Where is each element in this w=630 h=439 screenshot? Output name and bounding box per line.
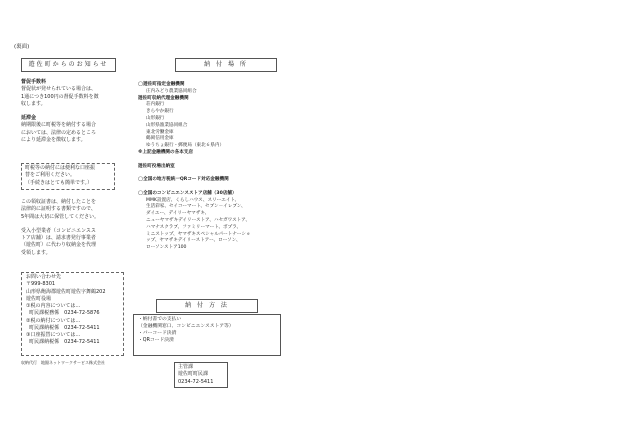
- places-item: ダイエー、デイリーヤマザキ、: [146, 211, 210, 217]
- places-item: 遊佐町収納代理金融機関: [138, 95, 189, 101]
- places-item: ◯全国のコンビニエンスストア店舗（30店舗）: [138, 190, 237, 196]
- places-item: 山形県漁業協同組合: [146, 122, 188, 128]
- places-item: ◯遊佐町指定金融機関: [138, 82, 185, 87]
- contact-line: ②税の納付については…: [26, 317, 81, 324]
- payment-places-list: [138, 82, 303, 252]
- office-line: 主管課: [178, 364, 194, 370]
- contact-title: お問い合わせ先: [26, 274, 62, 280]
- places-item: ミニストップ、ヤマザキスペシャルパートナーショ: [146, 231, 251, 237]
- method-item: ・納付書での支払い: [138, 317, 182, 322]
- fee-line: 1通につき100円の督促手数料を徴: [21, 93, 99, 100]
- places-item: ップ、ヤマザキデイリーストアー、ローソン、: [146, 238, 241, 244]
- fee-title: 督促手数料: [21, 79, 47, 85]
- agent-line: 受入小型業者（コンビニエンスス: [21, 227, 96, 234]
- payment-places-header: 納 付 場 所: [175, 58, 277, 72]
- transfer-notice-box: [21, 163, 115, 190]
- method-item: ・QRコード決済: [138, 337, 174, 343]
- places-item: ハマナスクラブ、ファミリーマート、ポプラ、: [146, 224, 242, 230]
- retain-line: 5年間は大切に保管してください。: [21, 213, 100, 220]
- places-item: ※上記金融機関の各本支店: [138, 149, 193, 155]
- places-item: 遊佐町役場出納室: [138, 163, 175, 169]
- collection-agent-note: 収納代行 地銀ネットワークサービス株式会社: [21, 360, 105, 365]
- places-item: 鶴岡信用金庫: [146, 136, 174, 142]
- contact-line: 遊佐町役場: [26, 295, 52, 302]
- places-item: 東北労働金庫: [146, 129, 174, 135]
- places-item: きらやか銀行: [146, 109, 174, 115]
- notice-header: 遊佐町からのお知らせ: [21, 58, 116, 72]
- places-spacer: [138, 184, 303, 191]
- method-item: （金融機関窓口、コンビニエンスストア等）: [138, 323, 234, 329]
- office-phone: 0234-72-5411: [178, 378, 214, 385]
- contact-line: ①税の内容については…: [26, 303, 81, 309]
- fee-section: [21, 79, 124, 144]
- transfer-notice-line: 替をご利用ください。: [25, 172, 76, 179]
- retain-notice: [21, 199, 125, 257]
- places-item: ゆうちょ銀行・郵便局（東北６県内）: [146, 143, 225, 149]
- office-line: 遊佐町町民課: [178, 371, 209, 378]
- places-item: ◯全国の地方税統一QRコード対応金融機関: [138, 177, 229, 183]
- places-item: ローソンストア100: [146, 245, 187, 251]
- late-line: においては、法律の定めるところ: [21, 129, 97, 136]
- contact-box: [21, 272, 124, 356]
- places-item: 庄内みどり農業協同組合: [146, 88, 197, 94]
- late-title: 延滞金: [21, 115, 37, 121]
- responsible-office-box: [174, 362, 228, 388]
- transfer-notice-line: 町税等の納付には便利な口座振: [25, 165, 96, 171]
- contact-line: 町民課納税係 0234-72-5411: [26, 339, 100, 346]
- contact-line: 山形県飽海郡遊佐町遊佐字舞鶴202: [26, 288, 106, 295]
- places-item: ニューヤマザキデイリーストア、ハセガワストア、: [146, 217, 250, 223]
- contact-line: 町民課税務係 0234-72-5876: [26, 310, 100, 317]
- places-item: 山形銀行: [146, 115, 165, 121]
- places-item: 荘内銀行: [146, 102, 165, 108]
- fee-line: 督促状が発せられている場合は、: [21, 86, 97, 93]
- retain-line: この領収証書は、納付したことを: [21, 199, 97, 205]
- transfer-notice-line: （手続きはとても簡単です。）: [25, 179, 93, 186]
- agent-line: トア店舗）は、請求書発行事業者: [21, 235, 96, 241]
- contact-line: ③口座振替については…: [26, 332, 81, 338]
- late-line: により延滞金を徴収します。: [21, 136, 86, 143]
- payment-methods-header: 納 付 方 法: [156, 299, 258, 313]
- contact-line: 〒999-8301: [26, 281, 56, 288]
- agent-line: 受領します。: [21, 249, 51, 256]
- contact-line: 町民課納税係 0234-72-5411: [26, 324, 100, 331]
- fee-line: 収します。: [21, 100, 46, 107]
- agent-line: （遊佐町）に代わり収納金を代理: [21, 242, 97, 249]
- retain-line: 法律的に証明する書類ですので、: [21, 206, 96, 213]
- places-item: MMK設置店、くらしハウス、スリーエイト、: [146, 197, 240, 203]
- method-item: ・バーコード決済: [138, 330, 177, 336]
- places-spacer: [138, 157, 303, 164]
- page-label: (裏面): [14, 44, 30, 50]
- payment-methods-box: [133, 314, 281, 356]
- late-line: 納期限後に町税等を納付する場合: [21, 122, 97, 129]
- places-item: 生活彩家、セイコーマート、セブン－イレブン、: [146, 204, 246, 210]
